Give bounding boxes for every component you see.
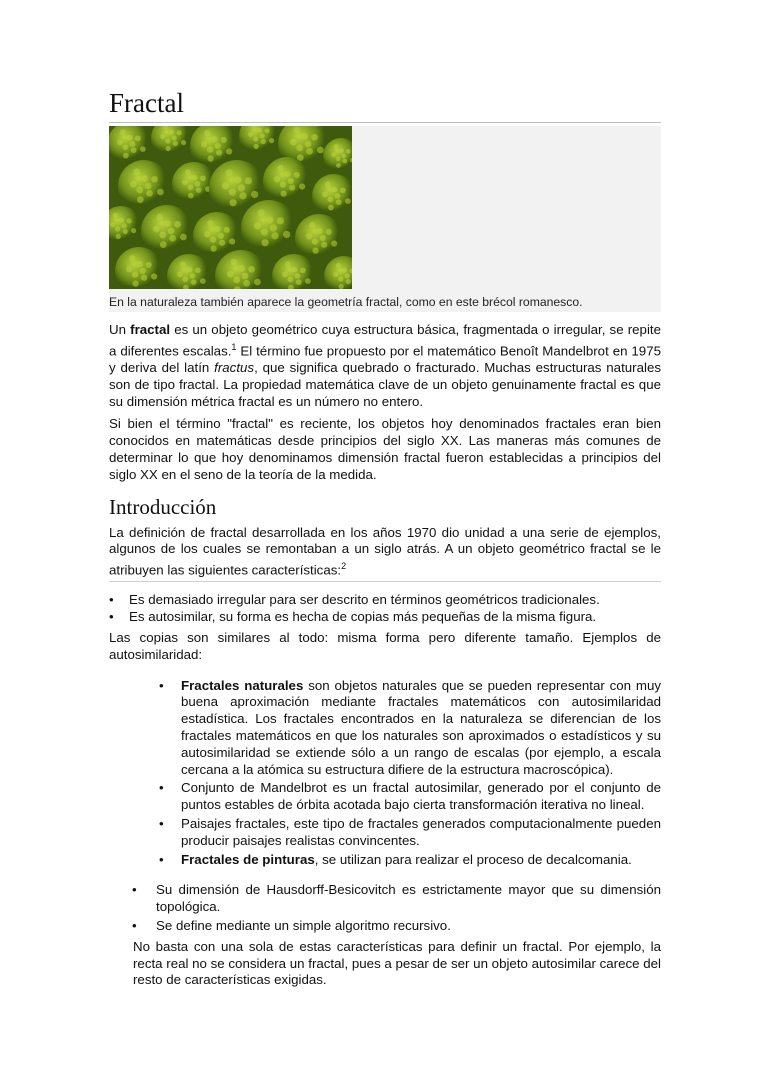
paragraph-conclusion: No basta con una sola de estas características para definir un fractal. Por ejemplo, la recta real no se considera un fractal, pues a pesar de ser un objeto autosimilar carece del resto de características exigidas. <box>133 938 661 988</box>
list-item <box>109 592 661 609</box>
properties-list <box>129 882 661 934</box>
page-title: Fractal <box>109 88 184 118</box>
paragraph-history: Si bien el término "fractal" es reciente, los objetos hoy denominados fractales eran bien conocidos en matemáticas desde principios del siglo XX. Las maneras más comunes de determinar lo que hoy denominamos dimensión fractal fueron establecidas a principios del siglo XX en el seno de la teoría de la medida. <box>109 416 661 482</box>
list-item <box>129 918 661 935</box>
romanesco-photo <box>109 126 352 289</box>
list-item-term: Fractales naturales <box>181 677 304 693</box>
term-fractus: fractus <box>214 360 255 376</box>
text-run: Un <box>109 322 131 337</box>
list-item <box>156 780 661 814</box>
list-item-text: Se define mediante un simple algoritmo recursivo. <box>156 917 451 933</box>
text-run: es un objeto geométrico cuya estructura básica, fragmentada o irregular, se repite a diferentes escalas. <box>109 322 661 359</box>
term-fractal: fractal <box>130 322 171 337</box>
bullet-icon: • <box>159 677 164 693</box>
list-item <box>156 852 661 869</box>
list-item-text: Paisajes fractales, este tipo de fractales generados computacionalmente pueden producir paisajes realistas convincentes. <box>181 815 661 848</box>
figure-caption: En la naturaleza también aparece la geometría fractal, como en este brécol romanesco. <box>109 295 583 309</box>
list-item-text: Conjunto de Mandelbrot es un fractal autosimilar, generado por el conjunto de puntos estables de órbita acotada bajo cierta transformación iterativa no lineal. <box>181 780 661 813</box>
list-item-text: son objetos naturales que se pueden representar con muy buena aproximación mediante fractales matemáticos con autosimilaridad estadística. Los fractales encontrados en la naturaleza se diferencian de los fractales matemáticos en que los naturales son aproximados o estadísticos y su autosimilaridad se extiende sólo a un rango de escalas (por ejemplo, a escala cercana a la atómica su estructura difiere de la estructura macroscópica). <box>181 677 662 777</box>
bullet-icon: • <box>109 592 114 608</box>
list-item <box>156 678 661 779</box>
document-page <box>109 0 661 989</box>
paragraph-definition <box>109 322 661 410</box>
list-item-text: Es demasiado irregular para ser descrito en términos geométricos tradicionales. <box>129 592 600 608</box>
list-item <box>109 609 661 626</box>
bullet-icon: • <box>132 917 137 933</box>
title-rule <box>109 122 661 123</box>
list-item-text: Su dimensión de Hausdorff-Besicovitch es estrictamente mayor que su dimensión topológica. <box>156 882 661 915</box>
examples-list <box>156 678 661 869</box>
bullet-icon: • <box>159 780 164 796</box>
footnote-ref[interactable]: 1 <box>231 341 237 352</box>
bullet-icon: • <box>132 882 137 898</box>
text-run: La definición de fractal desarrollada en los años 1970 dio unidad a una serie de ejemplos, algunos de los cuales se remontaban a un siglo atrás. A un objeto geométrico fractal se le atribuyen las siguientes características: <box>109 524 661 578</box>
bullet-icon: • <box>109 609 114 625</box>
list-item <box>129 882 661 916</box>
text-run: El término fue propuesto por el matemático Benoît Mandelbrot en 1975 y deriva del latín <box>109 343 661 376</box>
section-heading: Introducción <box>109 494 217 519</box>
list-item-text: , se utilizan para realizar el proceso de decalcomania. <box>314 851 632 867</box>
bullet-icon: • <box>159 851 164 867</box>
romanesco-image <box>109 126 352 289</box>
bullet-icon: • <box>159 815 164 831</box>
paragraph-intro <box>109 525 661 580</box>
list-item <box>156 816 661 850</box>
footnote-ref[interactable]: 2 <box>341 561 347 572</box>
text-run: , que significa quebrado o fracturado. Muchas estructuras naturales son de tipo fractal. La propiedad matemática clave de un objeto genuinamente fractal es que su dimensión métrica fractal es un número no entero. <box>109 360 661 409</box>
list-item-term: Fractales de pinturas <box>181 851 315 867</box>
figure <box>109 126 661 312</box>
intro-rule <box>109 581 661 582</box>
characteristics-list <box>109 592 661 626</box>
list-item-text: Es autosimilar, su forma es hecha de copias más pequeñas de la misma figura. <box>129 609 597 625</box>
paragraph-copies: Las copias son similares al todo: misma forma pero diferente tamaño. Ejemplos de autosimilaridad: <box>109 630 661 662</box>
